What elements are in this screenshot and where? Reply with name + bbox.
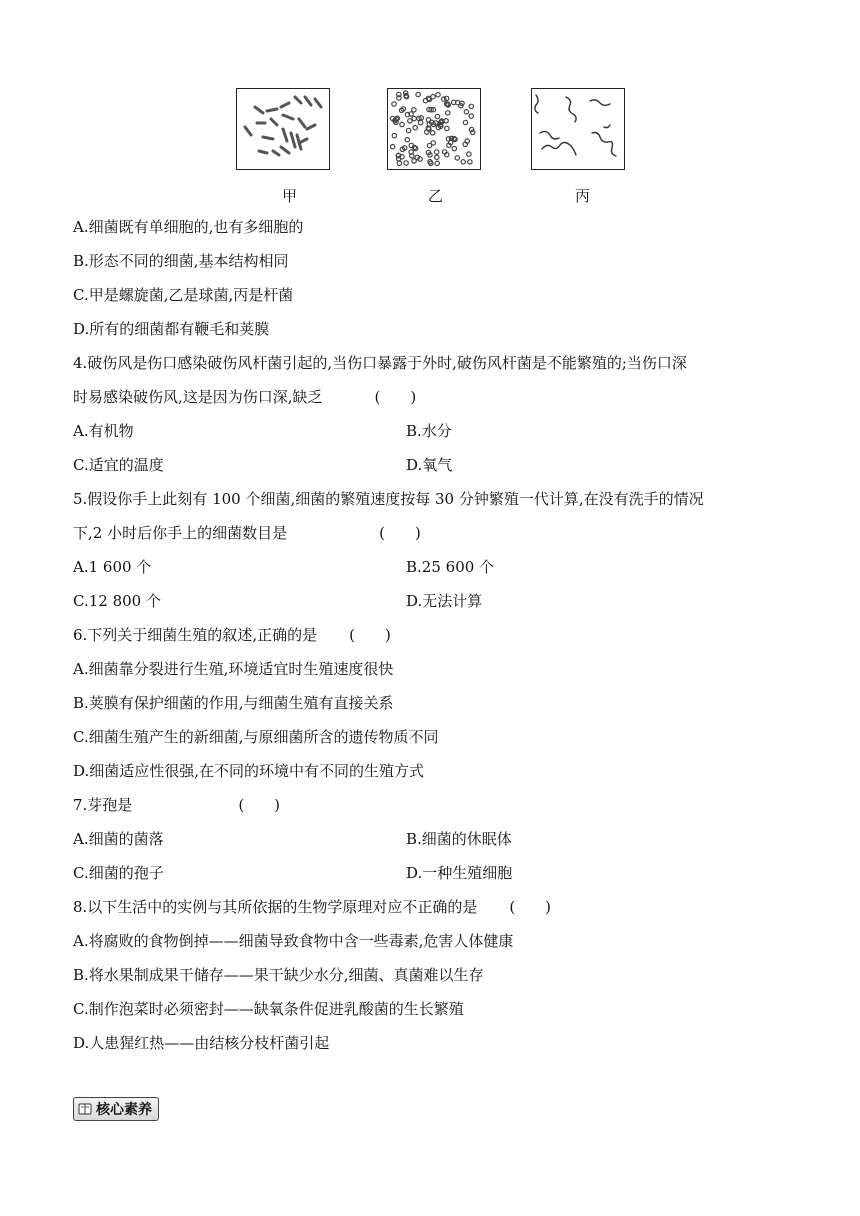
q7-option-c: C.细菌的孢子 [73,864,164,882]
section-badge-label: 核心素养 [96,1102,152,1118]
q5-option-a: A.1 600 个 [73,558,152,576]
q5-options-row2 [73,591,483,611]
q5-answer-blank: ( ) [379,524,421,542]
q4-option-a: A.有机物 [73,422,134,440]
q4-stem-line1: 4.破伤风是伤口感染破伤风杆菌引起的,当伤口暴露于外时,破伤风杆菌是不能繁殖的;当伤口深 [73,354,687,372]
q6-option-b: B.荚膜有保护细菌的作用,与细菌生殖有直接关系 [73,694,394,712]
q8-option-a: A.将腐败的食物倒掉——细菌导致食物中含一些毒素,危害人体健康 [73,932,514,950]
q6-stem [73,625,391,645]
spiral-bacteria-icon [532,89,623,168]
q5-option-d: D.无法计算 [406,592,483,610]
q4-options-row2 [73,455,453,475]
q6-option-d: D.细菌适应性很强,在不同的环境中有不同的生殖方式 [73,762,425,780]
q7-options-row2 [73,863,513,883]
bacteria-figures [0,88,860,208]
q6-stem-text: 6.下列关于细菌生殖的叙述,正确的是 [73,626,318,644]
q7-stem [73,795,280,815]
q6-option-c: C.细菌生殖产生的新细菌,与原细菌所含的遗传物质不同 [73,728,439,746]
q7-option-a: A.细菌的菌落 [73,830,164,848]
q7-option-b: B.细菌的休眠体 [406,830,512,848]
q4-options-row1 [73,421,452,441]
q6-option-a: A.细菌靠分裂进行生殖,环境适宜时生殖速度很快 [73,660,394,678]
q7-options-row1 [73,829,512,849]
q3-option-d: D.所有的细菌都有鞭毛和荚膜 [73,320,270,338]
q5-option-c: C.12 800 个 [73,592,161,610]
q7-stem-text: 7.芽孢是 [73,796,133,814]
q5-options-row1 [73,557,495,577]
q5-stem-text: 下,2 小时后你手上的细菌数目是 [73,524,288,542]
q7-option-d: D.一种生殖细胞 [406,864,513,882]
q7-answer-blank: ( ) [238,796,281,814]
book-icon [78,1102,92,1116]
q8-option-d: D.人患猩红热——由结核分枝杆菌引起 [73,1034,330,1052]
figure-jia [236,88,330,170]
q8-stem [73,897,551,917]
q8-stem-text: 8.以下生活中的实例与其所依据的生物学原理对应不正确的是 [73,898,478,916]
q4-option-c: C.适宜的温度 [73,456,164,474]
figure-label-jia: 甲 [282,187,298,205]
q4-stem-line2 [73,387,416,407]
q4-option-d: D.氧气 [406,456,453,474]
figure-bing [531,88,625,170]
rod-bacteria-icon [237,89,328,168]
figure-yi [387,88,481,170]
q6-answer-blank: ( ) [349,626,391,644]
q3-option-b: B.形态不同的细菌,基本结构相同 [73,252,289,270]
q5-stem-line1: 5.假设你手上此刻有 100 个细菌,细菌的繁殖速度按每 30 分钟繁殖一代计算,在没有洗手的情况 [73,490,704,508]
coccus-bacteria-icon [388,89,479,168]
q4-answer-blank: ( ) [374,388,417,406]
q8-option-c: C.制作泡菜时必须密封——缺氧条件促进乳酸菌的生长繁殖 [73,1000,464,1018]
q4-option-b: B.水分 [406,422,452,440]
q8-answer-blank: ( ) [509,898,552,916]
figure-label-bing: 丙 [575,187,591,205]
q5-option-b: B.25 600 个 [406,558,495,576]
q8-option-b: B.将水果制成果干储存——果干缺少水分,细菌、真菌难以生存 [73,966,484,984]
q5-stem-line2 [73,523,421,543]
q3-option-a: A.细菌既有单细胞的,也有多细胞的 [73,218,304,236]
figure-label-yi: 乙 [428,187,444,205]
section-badge [73,1097,159,1121]
q3-option-c: C.甲是螺旋菌,乙是球菌,丙是杆菌 [73,286,294,304]
q4-stem-text: 时易感染破伤风,这是因为伤口深,缺乏 [73,388,323,406]
